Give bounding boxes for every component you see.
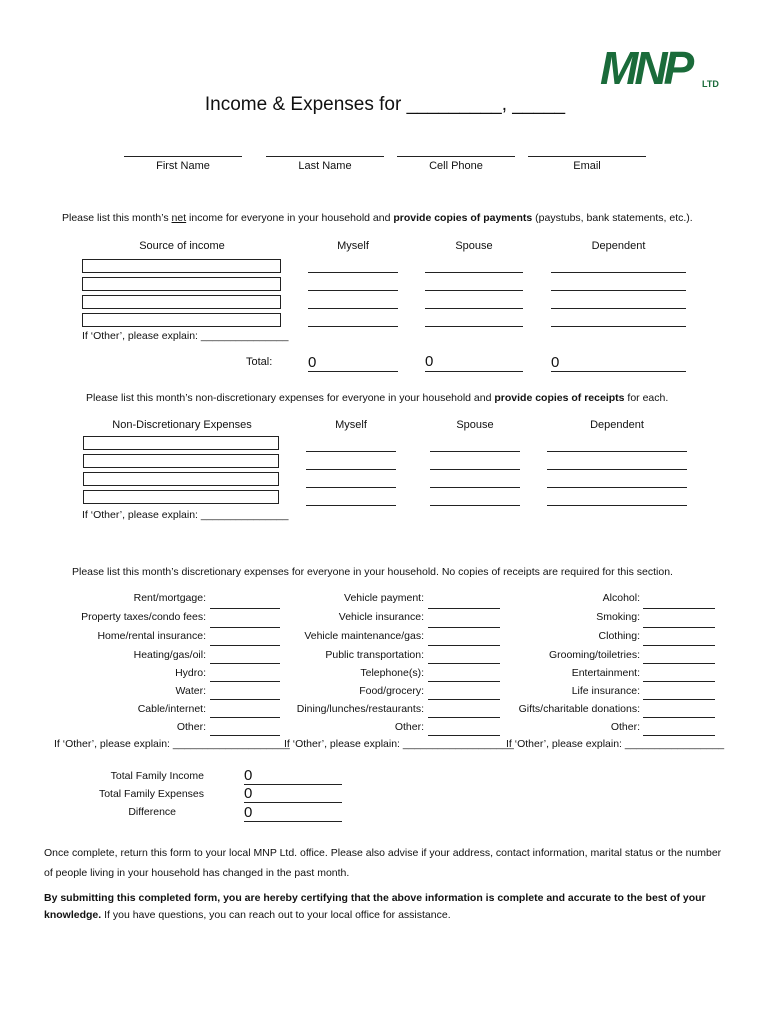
disc-label: Dining/lunches/restaurants:: [296, 703, 424, 715]
income-spouse-line[interactable]: [425, 308, 523, 309]
disc-label: Vehicle insurance:: [338, 611, 424, 623]
col-nondisc-dependent: Dependent: [590, 419, 644, 431]
nondisc-spouse-line[interactable]: [430, 487, 520, 488]
nondisc-dependent-line[interactable]: [547, 487, 687, 488]
disc-line[interactable]: [428, 608, 500, 609]
total-family-expenses-value: 0: [244, 785, 253, 802]
disc-label: Other:: [394, 721, 424, 733]
col-nondisc-expenses: Non-Discretionary Expenses: [112, 419, 252, 431]
nondisc-spouse-line[interactable]: [430, 451, 520, 452]
income-myself-line[interactable]: [308, 326, 398, 327]
income-myself-line[interactable]: [308, 308, 398, 309]
income-total-spouse: 0: [425, 353, 434, 370]
disc-line[interactable]: [210, 717, 280, 718]
income-total-spouse-line: [425, 371, 523, 372]
income-total-dependent: 0: [551, 354, 560, 371]
col-nondisc-myself: Myself: [335, 419, 367, 431]
nondisc-dependent-line[interactable]: [547, 451, 687, 452]
income-source-input[interactable]: [82, 259, 281, 273]
cell-phone-line[interactable]: [397, 156, 515, 157]
logo-suffix: LTD: [702, 79, 719, 89]
nondisc-myself-line[interactable]: [306, 505, 396, 506]
disc-label: Smoking:: [596, 611, 640, 623]
income-total-myself: 0: [308, 354, 317, 371]
disc-line[interactable]: [210, 627, 280, 628]
disc-explain-1: If ‘Other’, please explain: ____________________: [54, 738, 290, 750]
certify-note: By submitting this completed form, you are hereby certifying that the above information is complete and accurate to the best of your knowledge. If you have questions, you can reach out to your local office for assistance.: [44, 892, 706, 921]
disc-label: Gifts/charitable donations:: [518, 703, 640, 715]
disc-label: Other:: [610, 721, 640, 733]
nondisc-myself-line[interactable]: [306, 487, 396, 488]
col-income-dependent: Dependent: [591, 240, 646, 252]
income-myself-line[interactable]: [308, 290, 398, 291]
disc-explain-2: If ‘Other’, please explain: ___________________: [284, 738, 514, 750]
disc-label: Vehicle payment:: [344, 592, 424, 604]
disc-line[interactable]: [643, 735, 715, 736]
disc-label: Rent/mortgage:: [133, 592, 206, 604]
income-spouse-line[interactable]: [425, 290, 523, 291]
income-dependent-line[interactable]: [551, 272, 686, 273]
email-label: Email: [573, 160, 601, 172]
disc-intro: Please list this month’s discretionary expenses for everyone in your household. No copies of receipts are required for this section.: [72, 566, 673, 578]
income-total-label: Total:: [246, 356, 273, 368]
nondisc-myself-line[interactable]: [306, 451, 396, 452]
disc-line[interactable]: [210, 645, 280, 646]
disc-label: Entertainment:: [571, 667, 640, 679]
disc-explain-3: If ‘Other’, please explain: _________________: [506, 738, 725, 750]
nondisc-expense-input[interactable]: [83, 472, 279, 486]
income-spouse-line[interactable]: [425, 326, 523, 327]
disc-label: Property taxes/condo fees:: [81, 611, 206, 623]
disc-line[interactable]: [210, 699, 280, 700]
nondisc-expense-input[interactable]: [83, 490, 279, 504]
total-family-expenses-label: Total Family Expenses: [98, 788, 204, 800]
income-other-explain: If ‘Other’, please explain: _______________: [82, 330, 289, 342]
total-family-income-label: Total Family Income: [110, 770, 204, 782]
disc-label: Public transportation:: [325, 649, 424, 661]
disc-label: Food/grocery:: [359, 685, 424, 697]
disc-line[interactable]: [428, 645, 500, 646]
disc-line[interactable]: [643, 608, 715, 609]
disc-line[interactable]: [210, 681, 280, 682]
col-income-myself: Myself: [337, 240, 369, 252]
nondisc-intro: Please list this month’s non-discretionary expenses for everyone in your household and provide copies of receipts for each.: [86, 392, 669, 404]
disc-line[interactable]: [643, 699, 715, 700]
disc-line[interactable]: [643, 663, 715, 664]
mnp-logo: [600, 46, 725, 90]
disc-label: Grooming/toiletries:: [548, 649, 640, 661]
nondisc-dependent-line[interactable]: [547, 505, 687, 506]
income-source-input[interactable]: [82, 313, 281, 327]
disc-line[interactable]: [643, 627, 715, 628]
disc-line[interactable]: [643, 681, 715, 682]
disc-label: Alcohol:: [602, 592, 640, 604]
disc-line[interactable]: [428, 717, 500, 718]
difference-value: 0: [244, 804, 253, 821]
disc-line[interactable]: [428, 735, 500, 736]
disc-label: Vehicle maintenance/gas:: [304, 630, 424, 642]
income-spouse-line[interactable]: [425, 272, 523, 273]
disc-label: Home/rental insurance:: [97, 630, 206, 642]
first-name-line[interactable]: [124, 156, 242, 157]
col-nondisc-spouse: Spouse: [456, 419, 494, 431]
disc-line[interactable]: [428, 663, 500, 664]
disc-label: Clothing:: [598, 630, 640, 642]
total-family-income-value: 0: [244, 767, 253, 784]
last-name-label: Last Name: [298, 160, 352, 172]
disc-label: Life insurance:: [571, 685, 640, 697]
total-family-income-line: [244, 784, 342, 785]
nondisc-myself-line[interactable]: [306, 469, 396, 470]
col-source-of-income: Source of income: [139, 240, 225, 252]
disc-line[interactable]: [428, 681, 500, 682]
disc-label: Cable/internet:: [137, 703, 206, 715]
difference-line: [244, 821, 342, 822]
disc-label: Telephone(s):: [360, 667, 424, 679]
form-title: Income & Expenses for _________, _____: [204, 94, 566, 115]
disc-line[interactable]: [210, 735, 280, 736]
nondisc-spouse-line[interactable]: [430, 505, 520, 506]
nondisc-spouse-line[interactable]: [430, 469, 520, 470]
nondisc-expense-input[interactable]: [83, 454, 279, 468]
email-line[interactable]: [528, 156, 646, 157]
nondisc-other-explain: If ‘Other’, please explain: _______________: [82, 509, 289, 521]
income-source-input[interactable]: [82, 295, 281, 309]
disc-line[interactable]: [210, 663, 280, 664]
col-income-spouse: Spouse: [455, 240, 493, 252]
difference-label: Difference: [128, 806, 176, 818]
logo-brand: MNP: [600, 46, 691, 90]
income-total-myself-line: [308, 371, 398, 372]
income-dependent-line[interactable]: [551, 326, 686, 327]
return-note: Once complete, return this form to your local MNP Ltd. office. Please also advise if your address, contact information, marital status or the number of people living in your household has changed in the past month.: [44, 847, 722, 879]
disc-line[interactable]: [428, 699, 500, 700]
last-name-line[interactable]: [266, 156, 384, 157]
nondisc-expense-input[interactable]: [83, 436, 279, 450]
disc-label: Hydro:: [175, 667, 206, 679]
total-family-expenses-line: [244, 802, 342, 803]
first-name-label: First Name: [156, 160, 210, 172]
income-source-input[interactable]: [82, 277, 281, 291]
income-intro: Please list this month’s net income for everyone in your household and provide copies of payments (paystubs, bank statements, etc.).: [62, 212, 693, 224]
income-total-dependent-line: [551, 371, 686, 372]
disc-label: Water:: [175, 685, 206, 697]
disc-label: Heating/gas/oil:: [133, 649, 206, 661]
income-myself-line[interactable]: [308, 272, 398, 273]
cell-phone-label: Cell Phone: [429, 160, 483, 172]
disc-line[interactable]: [643, 645, 715, 646]
nondisc-dependent-line[interactable]: [547, 469, 687, 470]
income-dependent-line[interactable]: [551, 308, 686, 309]
disc-line[interactable]: [210, 608, 280, 609]
disc-line[interactable]: [428, 627, 500, 628]
disc-line[interactable]: [643, 717, 715, 718]
disc-label: Other:: [176, 721, 206, 733]
income-dependent-line[interactable]: [551, 290, 686, 291]
